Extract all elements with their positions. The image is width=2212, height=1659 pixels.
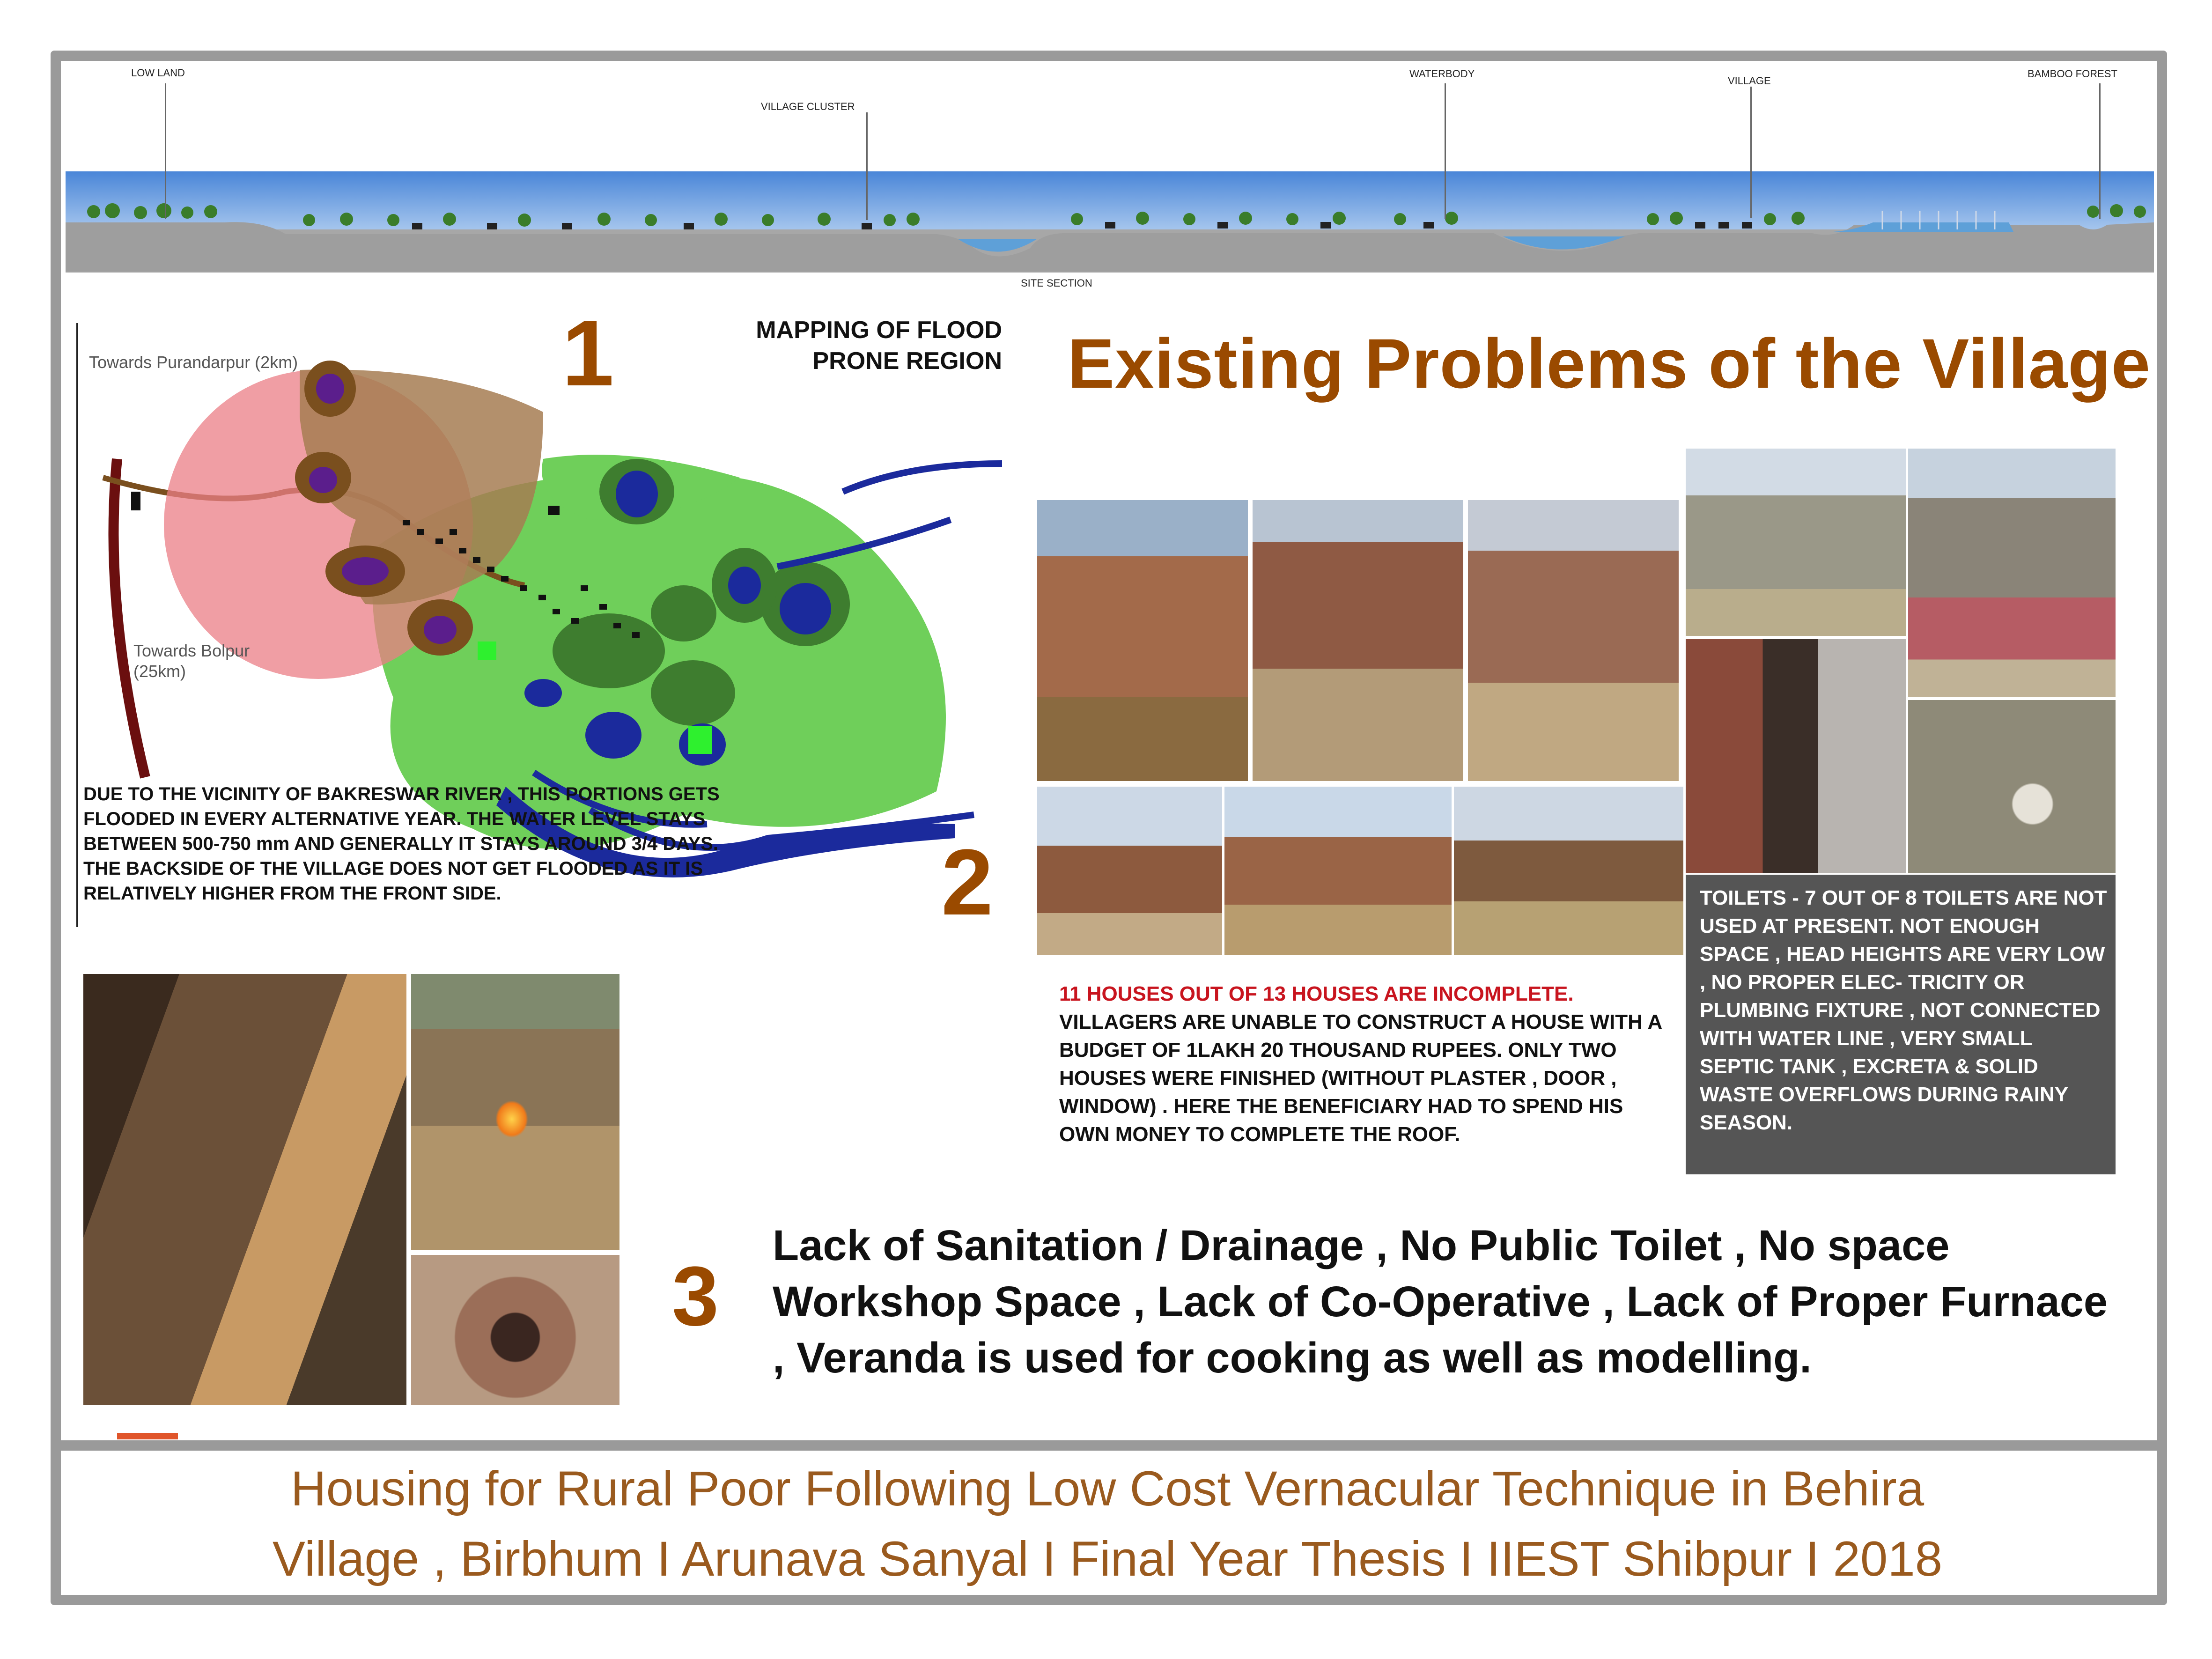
photo-toilet-pan <box>1908 700 2116 873</box>
footer-divider <box>51 1440 2167 1451</box>
towards-bolpur: Towards Bolpur (25km) <box>133 641 250 681</box>
item-1-number: 1 <box>562 301 614 406</box>
photo-toilet-1 <box>1686 449 1906 636</box>
footer-line-2: Village , Birbhum I Arunava Sanyal I Final Year Thesis I IIEST Shibpur I 2018 <box>272 1532 1943 1586</box>
label-village: VILLAGE <box>1728 75 1771 87</box>
leader-village <box>1750 87 1752 218</box>
footer-credits <box>61 1454 2154 1594</box>
footer-tab <box>117 1433 178 1439</box>
photo-incomplete-house-2 <box>1253 500 1463 781</box>
item-2-number: 2 <box>941 830 994 935</box>
label-low-land: LOW LAND <box>131 67 185 79</box>
label-village-cluster: VILLAGE CLUSTER <box>761 101 855 112</box>
photo-incomplete-house-1 <box>1037 500 1248 781</box>
item-1-text: DUE TO THE VICINITY OF BAKRESWAR RIVER , THIS PORTIONS GETS FLOODED IN EVERY ALTERNATIVE YEAR. THE WATER LEVEL STAYS BETWEEN 500-750 mm AND GENERALLY IT STAYS AROUND 3/4 DAYS. THE BACKSIDE OF THE VILLAGE DOES NOT GET FLOODED AS IT IS RELATIVELY HIGHER FROM THE FRONT SIDE. <box>83 784 720 904</box>
toilet-info-text: TOILETS - 7 OUT OF 8 TOILETS ARE NOT USED AT PRESENT. NOT ENOUGH SPACE , HEAD HEIGHTS ARE VERY LOW , NO PROPER ELEC- TRICITY OR PLUMBING FIXTURE , NOT CONNECTED WITH WATER LINE , VERY SMALL SEPTIC TANK , EXCRETA & SOLID WASTE OVERFLOWS DURING RAINY SEASON. <box>1700 886 2107 1134</box>
photo-veranda-modelling <box>83 974 406 1405</box>
photo-house-exterior-3 <box>1454 787 1683 955</box>
photo-toilet-3 <box>1686 639 1906 873</box>
item-3-text: Lack of Sanitation / Drainage , No Public Toilet , No space Workshop Space , Lack of Co-Operative , Lack of Proper Furnace , Veranda is used for cooking as well as modelling. <box>773 1222 2108 1382</box>
label-waterbody: WATERBODY <box>1409 68 1475 80</box>
item-3-number: 3 <box>672 1249 719 1343</box>
section-terrain <box>66 178 2154 272</box>
page-title: Existing Problems of the Village <box>1068 324 2151 403</box>
towards-purandarpur: Towards Purandarpur (2km) <box>89 353 298 372</box>
photo-incomplete-house-3 <box>1468 500 1679 781</box>
photo-brick-stove <box>411 1255 619 1405</box>
houses-incomplete-highlight: 11 HOUSES OUT OF 13 HOUSES ARE INCOMPLETE. <box>1059 982 1574 1005</box>
section-caption: SITE SECTION <box>1021 277 1092 289</box>
leader-low-land <box>165 83 166 219</box>
photo-open-furnace <box>411 974 619 1250</box>
footer-line-1: Housing for Rural Poor Following Low Cost Vernacular Technique in Behira <box>290 1461 1924 1516</box>
label-bamboo-forest: BAMBOO FOREST <box>2028 68 2117 80</box>
map-title: MAPPING OF FLOOD PRONE REGION <box>756 317 1002 375</box>
photo-house-exterior-2 <box>1224 787 1452 955</box>
item-2-text: VILLAGERS ARE UNABLE TO CONSTRUCT A HOUSE WITH A BUDGET OF 1LAKH 20 THOUSAND RUPEES. ONLY TWO HOUSES WERE FINISHED (WITHOUT PLASTER , DOOR , WINDOW) . HERE THE BENEFICIARY HAD TO SPEND HIS OWN MONEY TO COMPLETE THE ROOF. <box>1059 1010 1662 1146</box>
fire-icon <box>495 1100 528 1138</box>
leader-village-cluster <box>866 112 868 220</box>
photo-house-exterior-1 <box>1037 787 1222 955</box>
leader-bamboo-forest <box>2099 83 2101 219</box>
photo-toilet-2 <box>1908 449 2116 697</box>
leader-waterbody <box>1445 83 1446 219</box>
